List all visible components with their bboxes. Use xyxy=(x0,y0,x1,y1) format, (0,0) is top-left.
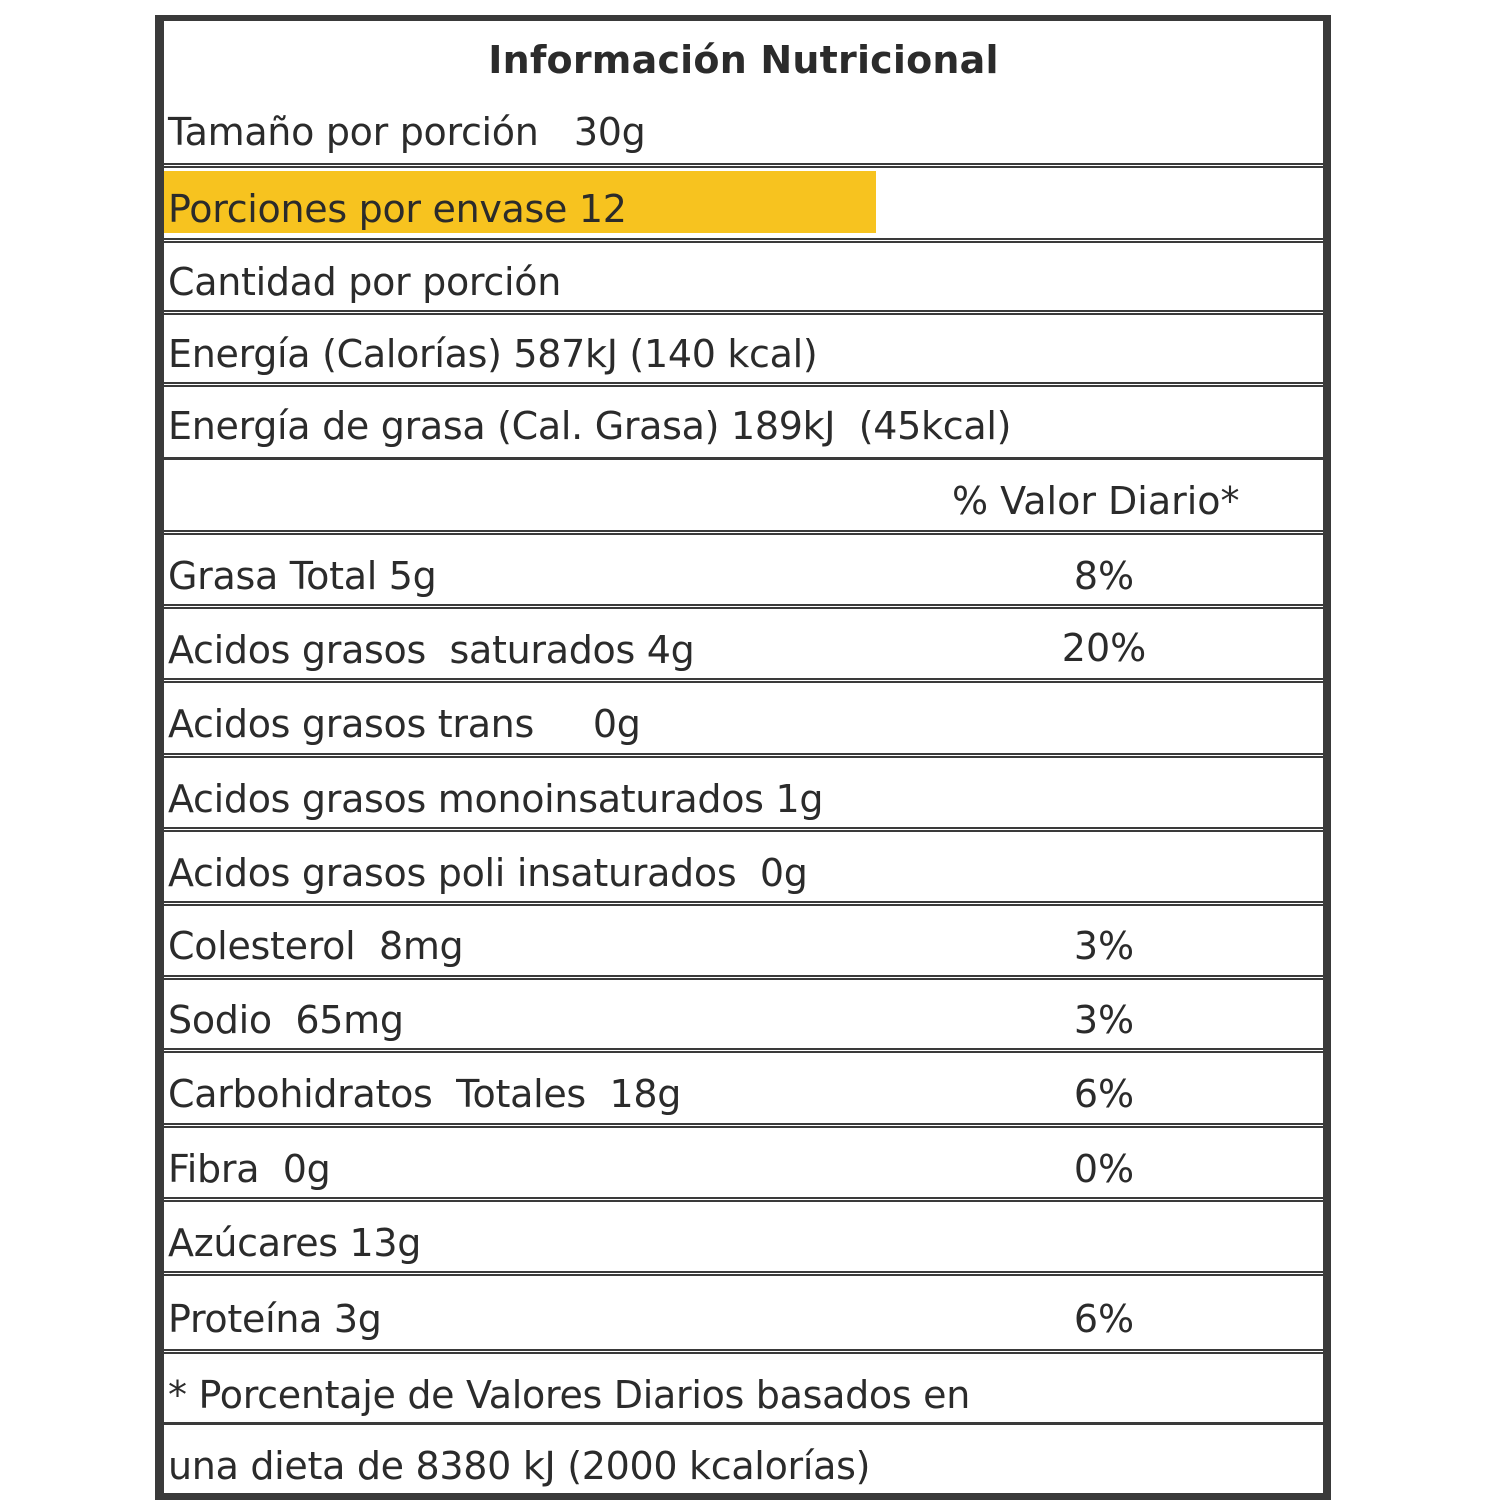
footnote-row-1 xyxy=(164,1354,1323,1425)
amount-per-serving-row xyxy=(164,243,1323,315)
nutrient-label: Proteína 3g xyxy=(168,1297,382,1341)
nutrient-label: Azúcares 13g xyxy=(168,1221,422,1265)
energy-text: Energía (Calorías) 587kJ (140 kcal) xyxy=(168,332,818,376)
amount-per-serving-text: Cantidad por porción xyxy=(168,260,561,304)
energy-row xyxy=(164,315,1323,387)
serving-size-row xyxy=(164,91,1323,168)
nutrient-daily-value: 8% xyxy=(1073,554,1135,598)
nutrient-daily-value: 3% xyxy=(1073,998,1135,1042)
servings-per-container-text: Porciones por envase 12 xyxy=(168,187,627,231)
nutrition-facts-label xyxy=(155,15,1331,1500)
daily-value-header: % Valor Diario* xyxy=(952,479,1240,523)
title-row xyxy=(164,21,1323,91)
nutrient-daily-value: 6% xyxy=(1073,1297,1135,1341)
nutrient-label: Acidos grasos poli insaturados 0g xyxy=(168,851,808,895)
label-bottom-border xyxy=(155,1493,1331,1500)
footnote-line-1: * Porcentaje de Valores Diarios basados en xyxy=(168,1373,971,1417)
nutrient-label: Acidos grasos trans 0g xyxy=(168,702,641,746)
nutrient-label: Carbohidratos Totales 18g xyxy=(168,1072,682,1116)
energy-from-fat-row xyxy=(164,387,1323,460)
nutrient-label: Sodio 65mg xyxy=(168,998,404,1042)
nutrient-row xyxy=(164,1202,1323,1276)
nutrient-label: Acidos grasos saturados 4g xyxy=(168,628,695,672)
label-title: Información Nutricional xyxy=(488,38,999,82)
nutrient-label: Colesterol 8mg xyxy=(168,924,464,968)
servings-per-container-row xyxy=(164,168,1323,243)
nutrient-row xyxy=(164,535,1323,609)
nutrient-label: Fibra 0g xyxy=(168,1147,331,1191)
footnote-row-2 xyxy=(164,1425,1323,1500)
nutrient-row xyxy=(164,980,1323,1053)
nutrient-row xyxy=(164,1053,1323,1128)
serving-size-text: Tamaño por porción 30g xyxy=(168,110,646,154)
nutrient-row xyxy=(164,832,1323,906)
nutrient-daily-value: 6% xyxy=(1073,1072,1135,1116)
footnote-line-2: una dieta de 8380 kJ (2000 kcalorías) xyxy=(168,1444,871,1488)
nutrient-row xyxy=(164,906,1323,980)
nutrient-daily-value: 0% xyxy=(1073,1147,1135,1191)
energy-from-fat-text: Energía de grasa (Cal. Grasa) 189kJ (45kcal) xyxy=(168,404,1012,448)
nutrient-row xyxy=(164,1128,1323,1202)
nutrient-row xyxy=(164,758,1323,832)
nutrient-daily-value: 20% xyxy=(1061,626,1147,670)
nutrient-row xyxy=(164,1276,1323,1354)
nutrient-label: Grasa Total 5g xyxy=(168,554,437,598)
nutrient-daily-value: 3% xyxy=(1073,924,1135,968)
nutrient-row xyxy=(164,609,1323,683)
nutrient-row xyxy=(164,683,1323,758)
daily-value-header-row xyxy=(164,460,1323,535)
nutrient-label: Acidos grasos monoinsaturados 1g xyxy=(168,777,824,821)
